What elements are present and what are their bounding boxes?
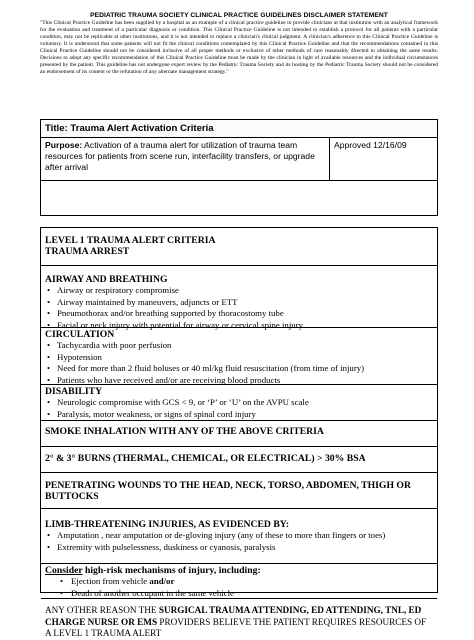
list-item: • Hypotension bbox=[45, 352, 433, 363]
and-or-label: and/or bbox=[149, 576, 175, 587]
smoke-inhalation-heading: SMOKE INHALATION WITH ANY OF THE ABOVE CRITERIA bbox=[45, 426, 324, 437]
other-reason-roles: SURGICAL TRAUMA ATTENDING, ED ATTENDING, TNL, ED CHARGE NURSE OR EMS bbox=[45, 605, 422, 627]
burns-heading: 2° & 3° BURNS (THERMAL, CHEMICAL, OR ELECTRICAL) > 30% BSA bbox=[45, 453, 366, 464]
list-item bbox=[45, 576, 433, 587]
list-item: • Facial or neck injury with potential for airway or cervical spine injury bbox=[45, 320, 433, 331]
approved-date: Approved 12/16/09 bbox=[334, 140, 407, 150]
list-item: • Neurologic compromise with GCS < 9, or ‘P’ or ‘U’ on the AVPU scale bbox=[45, 397, 433, 408]
disclaimer-title: PEDIATRIC TRAUMA SOCIETY CLINICAL PRACTICE GUIDELINES DISCLAIMER STATEMENT bbox=[90, 12, 388, 19]
guideline-title: Title: Trauma Alert Activation Criteria bbox=[41, 120, 437, 138]
mechanism-section bbox=[41, 564, 437, 599]
criteria-table bbox=[40, 227, 438, 638]
ejection-text: Ejection from vehicle bbox=[71, 576, 150, 587]
purpose-text: Activation of a trauma alert for utilization of trauma team resources for patients from scene run, interfacility transfers, or upgrade after arrival bbox=[45, 140, 315, 173]
disclaimer-block bbox=[40, 12, 438, 76]
list-item: • Amputation , near amputation or de-gloving injury (any of these to more than fingers or toes) bbox=[45, 530, 433, 541]
list-item: • Patients who have received and/or are receiving blood products bbox=[45, 375, 433, 386]
guideline-header-table bbox=[40, 119, 438, 216]
list-item: • Death of another occupant in the same vehicle bbox=[45, 588, 433, 599]
mechanism-heading bbox=[45, 565, 433, 576]
disclaimer-body: "This Clinical Practice Guideline has been supplied by a hospital as an example of a clinical practice guideline to provide clinicians at that institution with an analytical framework for the evaluation and treatment of a particular diagnosis or condition. This Clinical Practice Guideline is not intended to establish a protocol for all patients with a particular condition, may not be replicable at other institutions, and it is not intended to replace a clinician's clinical judgment. A clinician's adherence to this Clinical Practice Guideline is voluntary. It is understood that some patients will not fit the clinical conditions contemplated by this Clinical Practice Guideline and that the recommendations contained in this Clinical Practice Guideline should not be considered inclusive of all proper methods or exclusive of other methods of care reasonably directed to obtaining the same results. Decisions to adopt any specific recommendation of this Clinical Practice Guideline must be made by the clinician in light of available resources and the individual circumstances presented by the patient. This guideline has not undergone expert review by the Pediatric Trauma Society and its hosting by the Pediatric Trauma Society should not be considered an endorsement of its content or the refutation of any alternate management strategy." bbox=[40, 20, 438, 76]
other-reason-part3: PROVIDERS BELIEVE THE PATIENT REQUIRES RESOURCES OF A LEVEL 1 TRAUMA ALERT bbox=[45, 616, 427, 638]
limb-threatening-heading: LIMB-THREATENING INJURIES, AS EVIDENCED BY: bbox=[45, 519, 290, 530]
smoke-section bbox=[41, 421, 437, 447]
consider-label: Consider bbox=[45, 565, 83, 576]
limb-section bbox=[41, 509, 437, 564]
mechanism-heading-text: high-risk mechanisms of injury, including: bbox=[82, 565, 261, 576]
list-item: • Pneumothorax and/or breathing supported by thoracostomy tube bbox=[45, 308, 433, 319]
level-1-section bbox=[41, 228, 437, 266]
circulation-heading: CIRCULATION bbox=[45, 329, 115, 340]
other-reason-text bbox=[45, 605, 433, 640]
list-item: • Extremity with pulselessness, duskiness or cyanosis, paralysis bbox=[45, 542, 433, 553]
penetrating-section bbox=[41, 473, 437, 509]
other-reason-part1: ANY OTHER REASON THE bbox=[45, 605, 159, 615]
trauma-arrest-heading: TRAUMA ARREST bbox=[45, 246, 130, 258]
airway-section bbox=[41, 266, 437, 328]
level-1-heading: LEVEL 1 TRAUMA ALERT CRITERIA bbox=[45, 235, 216, 246]
purpose-row bbox=[41, 138, 437, 181]
list-item: • Airway maintained by maneuvers, adjuncts or ETT bbox=[45, 297, 433, 308]
airway-heading: AIRWAY AND BREATHING bbox=[45, 274, 168, 285]
disability-heading: DISABILITY bbox=[45, 386, 103, 397]
penetrating-wounds-heading: PENETRATING WOUNDS TO THE HEAD, NECK, TORSO, ABDOMEN, THIGH OR BUTTOCKS bbox=[45, 480, 411, 503]
list-item: • Paralysis, motor weakness, or signs of spinal cord injury bbox=[45, 409, 433, 420]
burns-section bbox=[41, 447, 437, 473]
list-item: • Airway or respiratory compromise bbox=[45, 285, 433, 296]
list-item: • Need for more than 2 fluid boluses or 40 ml/kg fluid resuscitation (from time of injury) bbox=[45, 363, 433, 374]
purpose-cell bbox=[41, 138, 330, 180]
circulation-section bbox=[41, 328, 437, 385]
disability-section bbox=[41, 385, 437, 421]
purpose-label: Purpose: bbox=[45, 140, 83, 150]
other-reason-section bbox=[41, 599, 437, 640]
list-item: • Tachycardia with poor perfusion bbox=[45, 340, 433, 351]
